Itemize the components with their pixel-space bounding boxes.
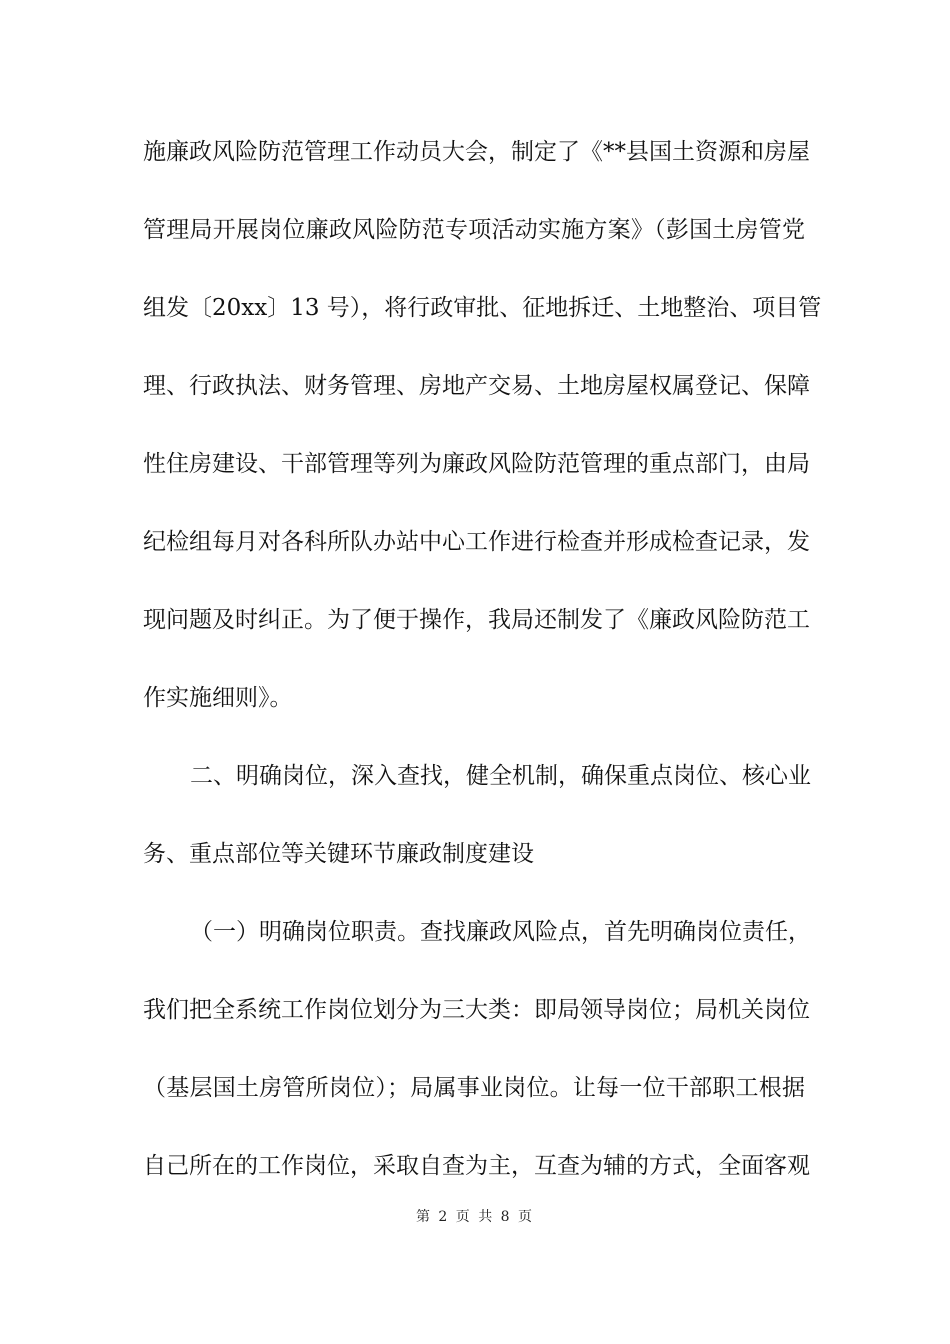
- paragraph-line-3: 组发〔20xx〕13 号），将行政审批、征地拆迁、土地整治、项目管: [143, 295, 822, 321]
- paragraph-line-6: 纪检组每月对各科所队办站中心工作进行检查并形成检查记录，发: [143, 529, 810, 555]
- paragraph-line-5: 性住房建设、干部管理等列为廉政风险防范管理的重点部门，由局: [143, 451, 810, 477]
- paragraph-line-7: 现问题及时纠正。为了便于操作，我局还制发了《廉政风险防范工: [143, 607, 810, 633]
- paragraph-line-4: 理、行政执法、财务管理、房地产交易、土地房屋权属登记、保障: [143, 373, 810, 399]
- paragraph2-line-1: （一）明确岗位职责。查找廉政风险点，首先明确岗位责任，: [190, 919, 811, 945]
- paragraph-line-1: 施廉政风险防范管理工作动员大会，制定了《**县国土资源和房屋: [143, 139, 810, 165]
- section-heading-line-1: 二、明确岗位，深入查找，健全机制，确保重点岗位、核心业: [190, 763, 811, 789]
- page-number-footer: 第 2 页 共 8 页: [415, 1209, 535, 1225]
- paragraph-line-8: 作实施细则》。: [143, 685, 293, 711]
- paragraph2-line-3: （基层国土房管所岗位）；局属事业岗位。让每一位干部职工根据: [143, 1075, 805, 1101]
- paragraph-line-2: 管理局开展岗位廉政风险防范专项活动实施方案》（彭国土房管党: [143, 217, 805, 243]
- section-heading-line-2: 务、重点部位等关键环节廉政制度建设: [143, 841, 534, 867]
- paragraph2-line-4: 自己所在的工作岗位，采取自查为主，互查为辅的方式，全面客观: [143, 1153, 810, 1179]
- paragraph2-line-2: 我们把全系统工作岗位划分为三大类：即局领导岗位；局机关岗位: [143, 997, 810, 1023]
